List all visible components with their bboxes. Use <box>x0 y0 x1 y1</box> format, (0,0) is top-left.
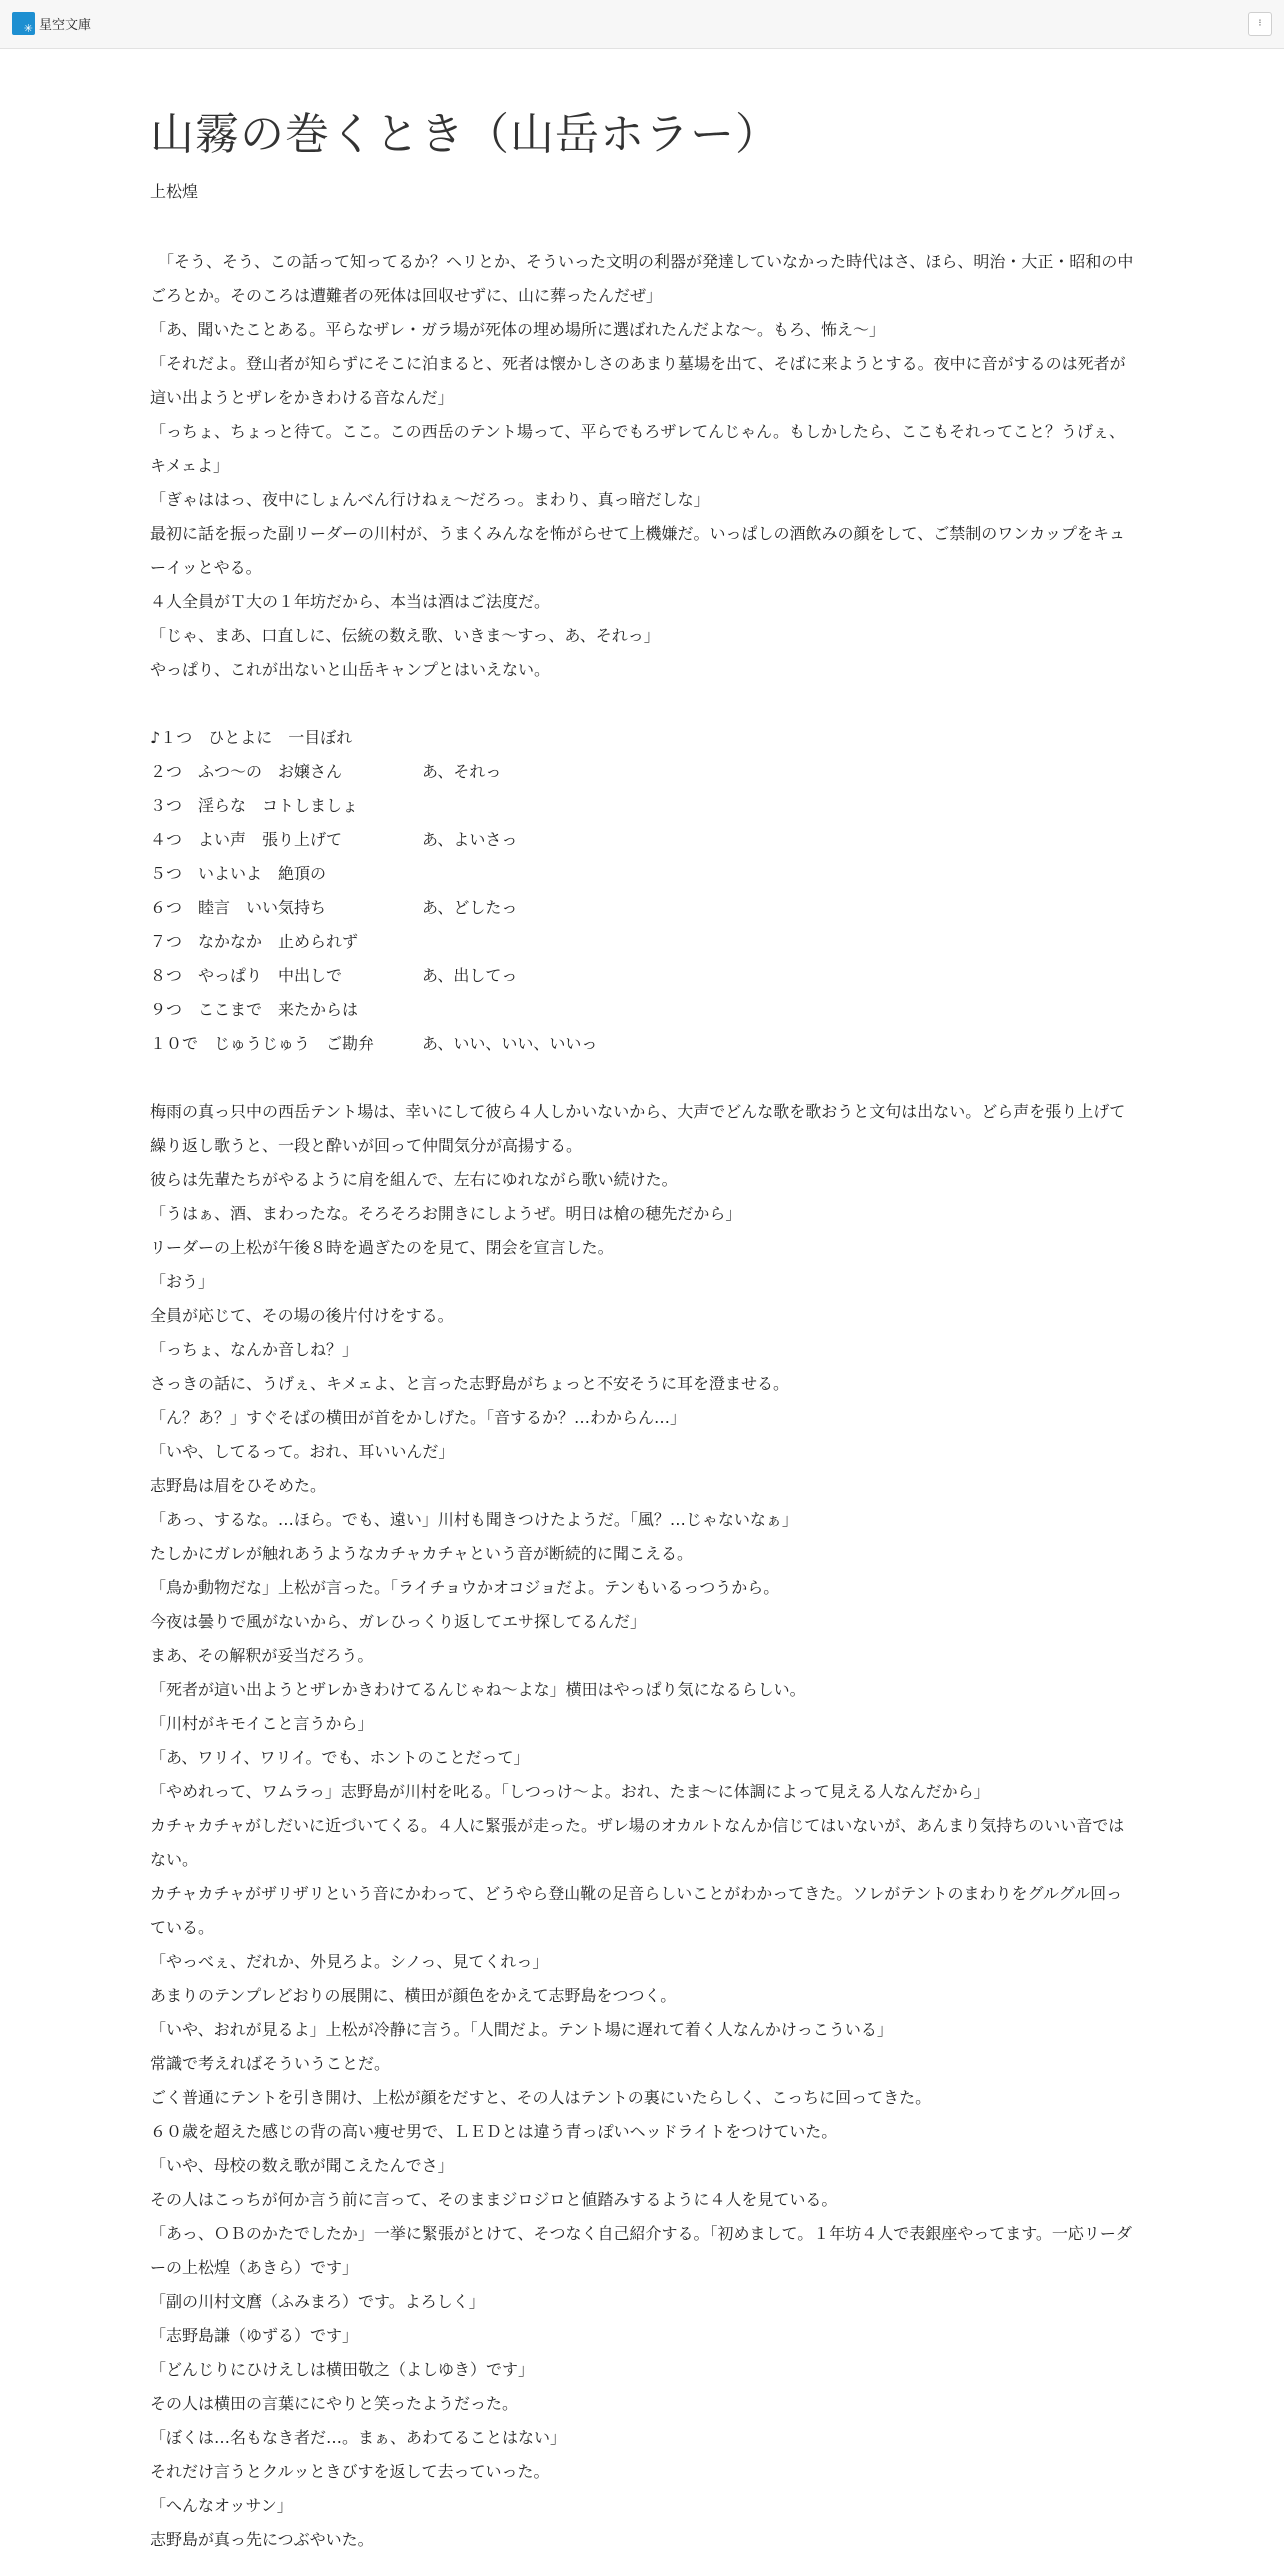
paragraph: 「そう、そう、この話って知ってるか？ヘリとか、そういった文明の利器が発達していなかった時代はさ、ほら、明治・大正・昭和の中ごろとか。そのころは遭難者の死体は回収せずに、山に葬ったんだぜ」 <box>150 252 1134 305</box>
paragraph: 「うはぁ、酒、まわったな。そろそろお開きにしようぜ。明日は槍の穂先だから」 <box>150 1204 742 1223</box>
song-verse: ７つ なかなか 止められず <box>150 932 359 951</box>
paragraph: 「それだよ。登山者が知らずにそこに泊まると、死者は懐かしさのあまり墓場を出て、そばに来ようとする。夜中に音がするのは死者が這い出ようとザレをかきわける音なんだ」 <box>150 354 1126 407</box>
song-chorus: あ、どしたっ <box>422 898 518 917</box>
song-chorus: あ、それっ <box>422 762 502 781</box>
paragraph: 「へんなオッサン」 <box>150 2496 293 2515</box>
paragraph: 「あ、聞いたことある。平らなザレ・ガラ場が死体の埋め場所に選ばれたんだよな～。もろ、怖え～」 <box>150 320 886 339</box>
song-verse: ♪１つ ひとよに 一目ぼれ <box>150 728 353 747</box>
paragraph: 「あっ、するな。…ほら。でも、遠い」川村も聞きつけたようだ。「風？…じゃないなぁ」 <box>150 1510 798 1529</box>
paragraph: 全員が応じて、その場の後片付けをする。 <box>150 1306 454 1325</box>
story-body <box>150 245 1136 2557</box>
site-name: 星空文庫 <box>39 18 92 33</box>
paragraph: あまりのテンプレどおりの展開に、横田が顔色をかえて志野島をつつく。 <box>150 1986 677 2005</box>
song-line <box>150 857 1136 891</box>
paragraph: 「おう」 <box>150 1272 215 1291</box>
paragraph: 志野島が真っ先につぶやいた。 <box>150 2530 374 2549</box>
paragraph: ごく普通にテントを引き開け、上松が顔をだすと、その人はテントの裏にいたらしく、こっちに回ってきた。 <box>150 2088 932 2107</box>
blank-line <box>150 687 1136 721</box>
song-line <box>150 925 1136 959</box>
paragraph: その人は横田の言葉ににやりと笑ったようだった。 <box>150 2394 519 2413</box>
paragraph: 「やめれって、ワムラっ」志野島が川村を叱る。「しつっけ～よ。おれ、たま～に体調によって見える人なんだから」 <box>150 1782 990 1801</box>
paragraph: 「副の川村文麿（ふみまろ）です。よろしく」 <box>150 2292 485 2311</box>
top-bar <box>0 0 1284 49</box>
story-content <box>150 100 1136 2557</box>
song-line <box>150 823 1136 857</box>
song-verse: ８つ やっぱり 中出しで <box>150 966 343 985</box>
site-logo[interactable] <box>12 12 91 35</box>
paragraph: ６０歳を超えた感じの背の高い痩せ男で、ＬＥＤとは違う青っぽいヘッドライトをつけていた。 <box>150 2122 838 2141</box>
song-verse: １０で じゅうじゅう ご勘弁 <box>150 1034 375 1053</box>
song-chorus: あ、いい、いい、いいっ <box>422 1034 598 1053</box>
paragraph: 「ぎゃははっ、夜中にしょんべん行けねぇ～だろっ。まわり、真っ暗だしな」 <box>150 490 710 509</box>
song-line <box>150 789 1136 823</box>
song-chorus: あ、よいさっ <box>422 830 518 849</box>
paragraph: 梅雨の真っ只中の西岳テント場は、幸いにして彼ら４人しかいないから、大声でどんな歌を歌おうと文句は出ない。どら声を張り上げて繰り返し歌うと、一段と酔いが回って仲間気分が高揚する。 <box>150 1102 1126 1155</box>
star-icon: ✳ <box>12 12 35 35</box>
song-line <box>150 993 1136 1027</box>
paragraph: 「っちょ、ちょっと待て。ここ。この西岳のテント場って、平らでもろザレてんじゃん。もしかしたら、ここもそれってこと？うげぇ、キメェよ」 <box>150 422 1126 475</box>
paragraph: カチャカチャがしだいに近づいてくる。４人に緊張が走った。ザレ場のオカルトなんか信じてはいないが、あんまり気持ちのいい音ではない。 <box>150 1816 1125 1869</box>
paragraph: それだけ言うとクルッときびすを返して去っていった。 <box>150 2462 550 2481</box>
song-line <box>150 959 1136 993</box>
paragraph: 「鳥か動物だな」上松が言った。「ライチョウかオコジョだよ。テンもいるっつうから。 <box>150 1578 780 1597</box>
song-verse: ４つ よい声 張り上げて <box>150 830 343 849</box>
song-line <box>150 721 1136 755</box>
song-verse: ３つ 淫らな コトしましょ <box>150 796 359 815</box>
song-line <box>150 891 1136 925</box>
paragraph: やっぱり、これが出ないと山岳キャンプとはいえない。 <box>150 660 551 679</box>
paragraph: まあ、その解釈が妥当だろう。 <box>150 1646 374 1665</box>
paragraph: 「川村がキモイこと言うから」 <box>150 1714 374 1733</box>
paragraph: 常識で考えればそういうことだ。 <box>150 2054 391 2073</box>
paragraph: たしかにガレが触れあうようなカチャカチャという音が断続的に聞こえる。 <box>150 1544 694 1563</box>
story-title: 山霧の巻くとき（山岳ホラー） <box>150 109 780 160</box>
song-verse: ５つ いよいよ 絶頂の <box>150 864 327 883</box>
paragraph: 「あっ、ＯＢのかたでしたか」一挙に緊張がとけて、そつなく自己紹介する。「初めまして。１年坊４人で表銀座やってます。一応リーダーの上松煌（あきら）です」 <box>150 2224 1132 2277</box>
paragraph: 今夜は曇りで風がないから、ガレひっくり返してエサ探してるんだ」 <box>150 1612 647 1631</box>
paragraph: ４人全員がＴ大の１年坊だから、本当は酒はご法度だ。 <box>150 592 551 611</box>
paragraph: 「どんじりにひけえしは横田敬之（よしゆき）です」 <box>150 2360 535 2379</box>
paragraph: 「死者が這い出ようとザレかきわけてるんじゃね～よな」横田はやっぱり気になるらしい。 <box>150 1680 806 1699</box>
paragraph: 「ぼくは…名もなき者だ…。まぁ、あわてることはない」 <box>150 2428 567 2447</box>
song-line <box>150 755 1136 789</box>
paragraph: 「っちょ、なんか音しね？」 <box>150 1340 359 1359</box>
paragraph: その人はこっちが何か言う前に言って、そのままジロジロと値踏みするように４人を見ている。 <box>150 2190 838 2209</box>
paragraph: さっきの話に、うげぇ、キメェよ、と言った志野島がちょっと不安そうに耳を澄ませる。 <box>150 1374 790 1393</box>
paragraph: 彼らは先輩たちがやるように肩を組んで、左右にゆれながら歌い続けた。 <box>150 1170 678 1189</box>
song-line <box>150 1027 1136 1061</box>
paragraph: 「あ、ワリイ、ワリイ。でも、ホントのことだって」 <box>150 1748 530 1767</box>
paragraph: 最初に話を振った副リーダーの川村が、うまくみんなを怖がらせて上機嫌だ。いっぱしの酒飲みの顔をして、ご禁制のワンカップをキューイッとやる。 <box>150 524 1126 577</box>
menu-icon[interactable]: ⁝ <box>1248 12 1272 36</box>
paragraph: 「いや、おれが見るよ」上松が冷静に言う。「人間だよ。テント場に遅れて着く人なんかけっこういる」 <box>150 2020 893 2039</box>
paragraph: 「ん？あ？」すぐそばの横田が首をかしげた。「音するか？…わからん…」 <box>150 1408 687 1427</box>
song-chorus: あ、出してっ <box>422 966 518 985</box>
paragraph: 「いや、母校の数え歌が聞こえたんでさ」 <box>150 2156 454 2175</box>
song-verse: ６つ 睦言 いい気持ち <box>150 898 327 917</box>
paragraph: 志野島は眉をひそめた。 <box>150 1476 327 1495</box>
author-name: 上松煌 <box>150 182 199 201</box>
blank-line <box>150 1061 1136 1095</box>
paragraph: リーダーの上松が午後８時を過ぎたのを見て、閉会を宣言した。 <box>150 1238 614 1257</box>
paragraph: 「いや、してるって。おれ、耳いいんだ」 <box>150 1442 455 1461</box>
paragraph: 「志野島謙（ゆずる）です」 <box>150 2326 359 2345</box>
song-verse: ９つ ここまで 来たからは <box>150 1000 359 1019</box>
paragraph: カチャカチャがザリザリという音にかわって、どうやら登山靴の足音らしいことがわかってきた。ソレがテントのまわりをグルグル回っている。 <box>150 1884 1123 1937</box>
paragraph: 「やっべぇ、だれか、外見ろよ。シノっ、見てくれっ」 <box>150 1952 549 1971</box>
paragraph: 「じゃ、まあ、口直しに、伝統の数え歌、いきま～すっ、あ、それっ」 <box>150 626 660 645</box>
song-verse: ２つ ふつ～の お嬢さん <box>150 762 343 781</box>
